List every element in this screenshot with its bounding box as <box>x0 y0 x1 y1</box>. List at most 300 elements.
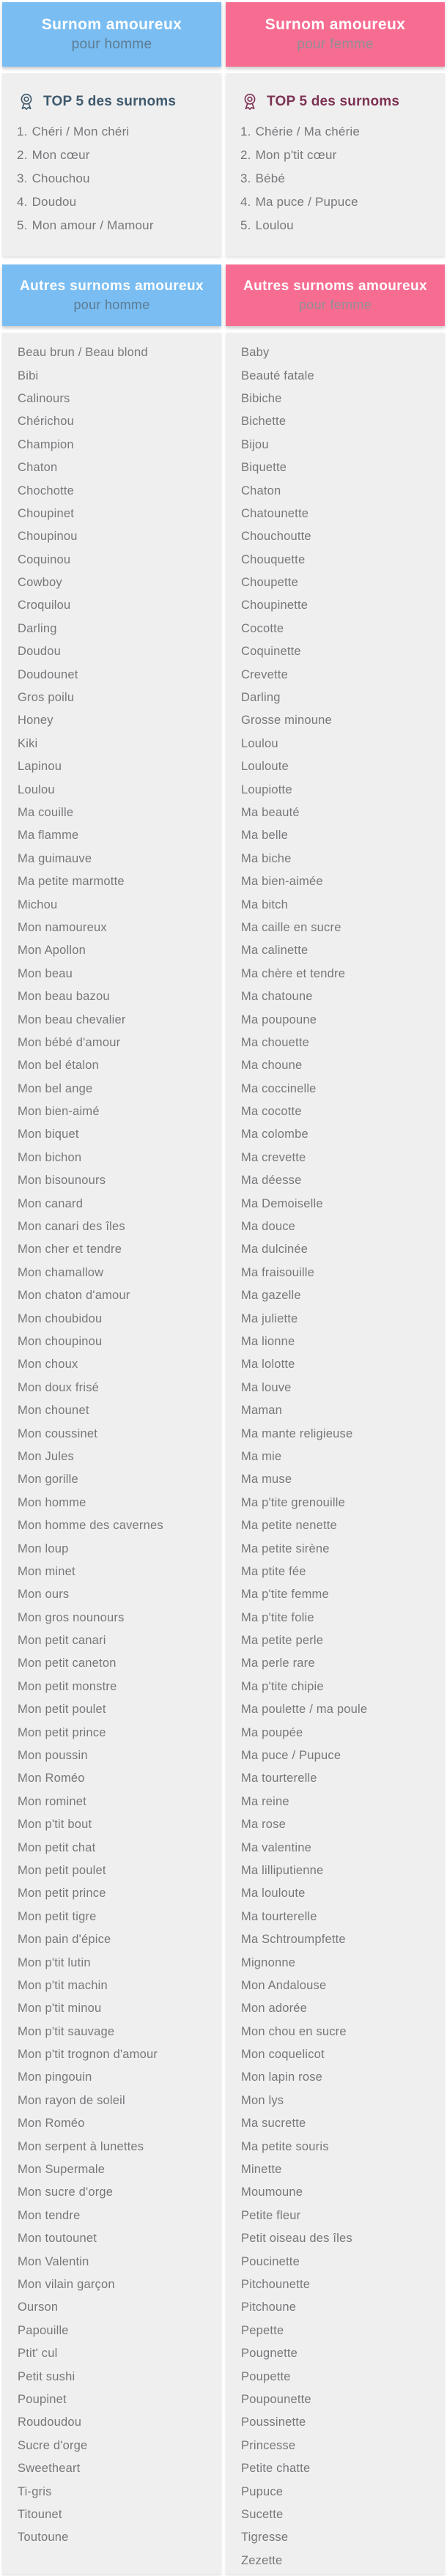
nickname-label: Loupiotte <box>241 782 292 796</box>
nickname-label: Bibi <box>18 369 39 382</box>
nickname-item <box>18 571 217 594</box>
nickname-label: Mon lapin rose <box>241 2070 323 2084</box>
nickname-label: Ourson <box>18 2301 59 2314</box>
nickname-label: Beau brun / Beau blond <box>18 346 148 360</box>
top5-item-number: 4. <box>240 195 251 209</box>
nickname-item <box>18 1721 217 1744</box>
nickname-item <box>241 2112 440 2135</box>
nickname-label: Mon sucre d'orge <box>18 2185 114 2199</box>
nickname-label: Ma chère et tendre <box>241 966 346 980</box>
nickname-item <box>18 778 217 801</box>
nickname-label: Mon vilain garçon <box>18 2278 115 2291</box>
nickname-item <box>18 802 217 824</box>
nickname-item <box>241 1652 440 1675</box>
nickname-item <box>241 410 440 433</box>
nickname-item <box>241 1054 440 1077</box>
nickname-item <box>18 2320 217 2342</box>
nickname-label: Mon minet <box>18 1564 75 1578</box>
nickname-item <box>18 2227 217 2250</box>
nickname-label: Mon gros nounours <box>18 1610 125 1624</box>
top5-item-number: 5. <box>17 218 28 232</box>
nickname-item <box>18 1215 217 1238</box>
nickname-item <box>18 1377 217 1399</box>
nickname-label: Ma mie <box>241 1449 282 1463</box>
nickname-item <box>241 2365 440 2388</box>
column-homme <box>2 2 221 2574</box>
nickname-label: Ma biche <box>241 851 292 865</box>
nickname-label: Mon petit caneton <box>18 1657 117 1670</box>
nickname-label: Ma perle rare <box>241 1657 315 1670</box>
top5-item <box>17 120 211 144</box>
nickname-label: Mon petit prince <box>18 1887 106 1900</box>
nickname-item <box>18 2435 217 2457</box>
nickname-item <box>18 2388 217 2411</box>
nickname-item <box>18 1997 217 2020</box>
nickname-item <box>241 364 440 387</box>
nicknames-list-femme <box>226 333 445 2574</box>
nickname-item <box>18 341 217 364</box>
nickname-label: Mon Valentin <box>18 2254 89 2268</box>
nickname-item <box>241 1169 440 1192</box>
nickname-item <box>18 2342 217 2365</box>
nickname-label: Louloute <box>241 760 289 774</box>
nickname-label: Mon pain d'épice <box>18 1933 111 1947</box>
nickname-item <box>18 503 217 525</box>
nickname-label: Mon Supermale <box>18 2163 106 2177</box>
nickname-label: Poucinette <box>241 2254 300 2268</box>
nickname-label: Mon petit tigre <box>18 1909 97 1923</box>
nickname-label: Mon cher et tendre <box>18 1243 122 1256</box>
nickname-item <box>241 2435 440 2457</box>
nickname-item <box>18 1561 217 1583</box>
nickname-item <box>18 2181 217 2204</box>
nickname-label: Ma petite perle <box>241 1634 324 1648</box>
header-subtitle: pour femme <box>298 297 372 312</box>
nickname-label: Petite fleur <box>241 2208 301 2222</box>
nickname-item <box>241 1928 440 1951</box>
top5-item-number: 3. <box>240 171 251 185</box>
nickname-item <box>18 1468 217 1491</box>
nickname-item <box>18 594 217 617</box>
nickname-item <box>241 1882 440 1905</box>
nickname-label: Bijou <box>241 437 269 451</box>
nickname-item <box>18 2411 217 2434</box>
nickname-item <box>18 2296 217 2319</box>
nickname-item <box>18 1446 217 1468</box>
nickname-item <box>18 2503 217 2526</box>
nickname-label: Ma petite souris <box>241 2139 329 2153</box>
top5-item-label: Mon cœur <box>32 148 90 162</box>
nickname-item <box>241 2273 440 2296</box>
top5-item-label: Loulou <box>255 218 294 232</box>
nickname-item <box>241 2181 440 2204</box>
nickname-label: Minette <box>241 2163 282 2177</box>
nickname-item <box>241 1514 440 1537</box>
nickname-label: Mon homme des cavernes <box>18 1519 163 1533</box>
nickname-item <box>18 824 217 847</box>
nickname-item <box>241 1238 440 1261</box>
nickname-label: Mon chaton d'amour <box>18 1289 130 1303</box>
nickname-label: Calinours <box>18 391 70 405</box>
nickname-item <box>241 893 440 916</box>
nickname-item <box>18 456 217 479</box>
nickname-label: Ma lionne <box>241 1334 295 1348</box>
nickname-item <box>18 2250 217 2273</box>
nickname-item <box>241 1721 440 1744</box>
nickname-item <box>18 1698 217 1721</box>
nickname-item <box>18 1147 217 1169</box>
nickname-label: Mignonne <box>241 1955 296 1969</box>
nickname-label: Mon doux frisé <box>18 1380 100 1394</box>
nickname-item <box>241 549 440 571</box>
nickname-item <box>18 2273 217 2296</box>
nickname-item <box>18 2158 217 2181</box>
header-surnom-femme <box>226 2 445 67</box>
nickname-item <box>18 709 217 732</box>
nickname-label: Ma coccinelle <box>241 1081 317 1095</box>
nickname-label: Mon Roméo <box>18 1772 85 1785</box>
nickname-item <box>241 848 440 870</box>
nickname-label: Pitchoune <box>241 2301 297 2314</box>
nickname-label: Ma rose <box>241 1818 287 1832</box>
nickname-label: Mon bisounours <box>18 1174 106 1188</box>
nickname-label: Moumoune <box>241 2185 303 2199</box>
nickname-item <box>241 1377 440 1399</box>
nickname-label: Maman <box>241 1404 283 1418</box>
header-title: Surnom amoureux <box>265 16 406 33</box>
nickname-label: Petit oiseau des îles <box>241 2232 352 2246</box>
nickname-item <box>18 1813 217 1836</box>
top5-heading-homme <box>17 92 211 111</box>
nickname-item <box>241 1100 440 1123</box>
nickname-label: Ma bitch <box>241 897 288 911</box>
top5-item-label: Chouchou <box>32 171 90 185</box>
nickname-label: Bichette <box>241 415 287 429</box>
nickname-label: Pougnette <box>241 2347 298 2361</box>
nickname-item <box>241 985 440 1008</box>
nickname-label: Ma p'tite femme <box>241 1588 329 1602</box>
nickname-item <box>241 1583 440 1606</box>
nickname-label: Ma poupoune <box>241 1013 317 1026</box>
top5-item <box>240 190 435 214</box>
nickname-label: Bibiche <box>241 391 282 405</box>
top5-panel-homme <box>2 73 221 256</box>
top5-item-label: Ma puce / Pupuce <box>255 195 358 209</box>
nickname-label: Ptit' cul <box>18 2347 58 2361</box>
nickname-item <box>241 1147 440 1169</box>
nickname-label: Ma p'tite chipie <box>241 1679 324 1693</box>
nickname-label: Crevette <box>241 667 288 681</box>
nickname-item <box>241 1791 440 1813</box>
nickname-item <box>18 1629 217 1652</box>
nickname-label: Mon rominet <box>18 1794 86 1808</box>
nickname-label: Lapinou <box>18 760 62 774</box>
nickname-label: Princesse <box>241 2438 296 2452</box>
top5-item <box>240 214 435 237</box>
top5-item <box>17 144 211 167</box>
header-subtitle: pour femme <box>297 37 374 52</box>
nickname-item <box>241 663 440 686</box>
nickname-label: Mon coquelicot <box>241 2048 325 2062</box>
nickname-label: Mon p'tit minou <box>18 2002 102 2016</box>
nickname-label: Mon Apollon <box>18 944 86 958</box>
nickname-label: Beauté fatale <box>241 369 314 382</box>
nickname-label: Ma cocotte <box>241 1105 302 1119</box>
nickname-item <box>18 1330 217 1353</box>
header-surnom-homme <box>2 2 221 67</box>
nickname-label: Mon gorille <box>18 1473 78 1487</box>
nickname-label: Ma petite marmotte <box>18 875 125 889</box>
nickname-label: Ma chatoune <box>241 990 313 1004</box>
nickname-item <box>18 2112 217 2135</box>
nickname-label: Ma guimauve <box>18 851 92 865</box>
nickname-item <box>241 778 440 801</box>
nickname-label: Mon tendre <box>18 2208 81 2222</box>
nickname-label: Ma colombe <box>241 1128 309 1141</box>
nickname-label: Ma puce / Pupuce <box>241 1749 341 1763</box>
nickname-item <box>241 1561 440 1583</box>
top5-item-label: Chérie / Ma chérie <box>255 125 361 138</box>
nickname-label: Honey <box>18 714 53 728</box>
nickname-label: Mon petit poulet <box>18 1863 106 1877</box>
nickname-item <box>18 2135 217 2158</box>
nickname-label: Poupinet <box>18 2392 67 2406</box>
nickname-label: Mon bel ange <box>18 1081 93 1095</box>
nickname-label: Ma ptite fée <box>241 1564 306 1578</box>
nickname-label: Ma bien-aimée <box>241 875 323 889</box>
nickname-label: Ma couille <box>18 806 74 819</box>
nickname-label: Mon beau chevalier <box>18 1013 126 1026</box>
nickname-item <box>18 939 217 962</box>
nickname-item <box>18 1078 217 1100</box>
nickname-item <box>241 341 440 364</box>
nickname-item <box>18 870 217 893</box>
nickname-label: Pepette <box>241 2323 284 2337</box>
nickname-item <box>18 848 217 870</box>
nickname-item <box>18 1492 217 1514</box>
nickname-item <box>241 1262 440 1284</box>
nickname-item <box>18 1238 217 1261</box>
nickname-item <box>18 1399 217 1422</box>
nickname-item <box>18 663 217 686</box>
nickname-label: Kiki <box>18 736 38 750</box>
nickname-item <box>241 1698 440 1721</box>
nickname-item <box>241 1330 440 1353</box>
nickname-item <box>18 2480 217 2503</box>
nickname-label: Coquinette <box>241 645 301 659</box>
nickname-item <box>18 1859 217 1882</box>
nickname-item <box>18 1514 217 1537</box>
nickname-item <box>241 2480 440 2503</box>
nickname-item <box>241 1997 440 2020</box>
nickname-label: Mon petit poulet <box>18 1703 106 1717</box>
nickname-item <box>241 2021 440 2043</box>
nickname-item <box>18 1606 217 1629</box>
nickname-label: Ma déesse <box>241 1174 302 1188</box>
nickname-label: Mon namoureux <box>18 920 107 934</box>
nickname-label: Ma tourterelle <box>241 1909 317 1923</box>
nickname-item <box>18 479 217 502</box>
nickname-item <box>18 1951 217 1974</box>
nickname-item <box>241 2090 440 2112</box>
nickname-item <box>241 2388 440 2411</box>
nickname-item <box>18 1100 217 1123</box>
top5-item-number: 3. <box>17 171 28 185</box>
nickname-label: Mon pingouin <box>18 2070 92 2084</box>
nickname-item <box>241 802 440 824</box>
nickname-item <box>241 963 440 985</box>
nickname-label: Mon p'tit lutin <box>18 1955 91 1969</box>
nickname-item <box>241 1353 440 1376</box>
nickname-label: Ma p'tite folie <box>241 1610 314 1624</box>
nickname-item <box>241 1008 440 1031</box>
top5-item <box>240 167 435 190</box>
nickname-item <box>241 1492 440 1514</box>
nickname-label: Mon homme <box>18 1495 86 1509</box>
nickname-label: Ma juliette <box>241 1311 298 1325</box>
nicknames-list-homme <box>2 333 221 2574</box>
nickname-label: Sucre d'orge <box>18 2438 88 2452</box>
nickname-item <box>241 1606 440 1629</box>
nickname-label: Mon biquet <box>18 1128 79 1141</box>
nickname-item <box>18 1537 217 1560</box>
nickname-label: Chatounette <box>241 506 309 520</box>
nickname-label: Ma reine <box>241 1794 289 1808</box>
nickname-item <box>18 1836 217 1859</box>
nickname-label: Papouille <box>18 2323 69 2337</box>
nickname-item <box>241 1399 440 1422</box>
nickname-item <box>241 525 440 548</box>
nickname-item <box>241 1836 440 1859</box>
nickname-item <box>18 525 217 548</box>
medal-icon <box>240 92 259 111</box>
top5-item-label: Chéri / Mon chéri <box>32 125 130 138</box>
nickname-item <box>18 1422 217 1445</box>
nickname-label: Mon serpent à lunettes <box>18 2139 144 2153</box>
nickname-item <box>241 2205 440 2227</box>
nickname-label: Ma chouette <box>241 1035 310 1049</box>
nickname-label: Choupinet <box>18 506 75 520</box>
header-autres-homme <box>2 264 221 326</box>
top5-item-number: 2. <box>240 148 251 162</box>
nickname-item <box>241 479 440 502</box>
nickname-item <box>18 2365 217 2388</box>
nickname-label: Chochotte <box>18 484 75 497</box>
top5-item <box>240 144 435 167</box>
nickname-label: Titounet <box>18 2507 62 2521</box>
nickname-item <box>241 1767 440 1790</box>
nickname-label: Chaton <box>18 461 58 475</box>
header-autres-femme <box>226 264 445 326</box>
nickname-item <box>18 549 217 571</box>
nickname-label: Sweetheart <box>18 2462 81 2476</box>
nickname-label: Mon Andalouse <box>241 1978 327 1992</box>
header-title: Autres surnoms amoureux <box>243 278 427 294</box>
nickname-item <box>241 1215 440 1238</box>
nickname-label: Toutoune <box>18 2531 69 2544</box>
nickname-item <box>18 364 217 387</box>
nickname-item <box>241 503 440 525</box>
nickname-item <box>18 1928 217 1951</box>
nickname-label: Cowboy <box>18 576 62 590</box>
nickname-label: Champion <box>18 437 74 451</box>
nickname-label: Ma mante religieuse <box>241 1426 353 1440</box>
top5-list-homme <box>17 120 211 237</box>
nickname-label: Mon beau <box>18 966 73 980</box>
medal-icon <box>17 92 36 111</box>
nickname-item <box>18 1974 217 1997</box>
nickname-label: Ma choune <box>241 1059 303 1073</box>
top5-item-number: 4. <box>17 195 28 209</box>
nickname-label: Petite chatte <box>241 2462 311 2476</box>
nickname-label: Ma flamme <box>18 829 79 843</box>
nickname-item <box>241 2526 440 2549</box>
nickname-label: Poupounette <box>241 2392 311 2406</box>
nickname-label: Darling <box>241 691 281 705</box>
nickname-label: Mon chou en sucre <box>241 2024 347 2038</box>
nickname-label: Chérichou <box>18 415 75 429</box>
nickname-item <box>18 2066 217 2089</box>
nickname-item <box>241 733 440 755</box>
nickname-label: Michou <box>18 897 58 911</box>
nickname-label: Croquilou <box>18 599 71 612</box>
nickname-item <box>18 1906 217 1928</box>
nickname-item <box>18 640 217 663</box>
nickname-label: Mon p'tit trognon d'amour <box>18 2048 158 2062</box>
nickname-item <box>18 434 217 456</box>
nickname-item <box>241 2503 440 2526</box>
nickname-item <box>241 1629 440 1652</box>
nickname-item <box>18 1791 217 1813</box>
top5-item-number: 1. <box>240 125 251 138</box>
nickname-label: Baby <box>241 346 270 360</box>
nickname-item <box>18 1676 217 1698</box>
nickname-label: Loulou <box>18 782 55 796</box>
nickname-item <box>241 2227 440 2250</box>
top5-item-label: Bébé <box>255 171 286 185</box>
nickname-item <box>18 2021 217 2043</box>
nickname-item <box>241 2250 440 2273</box>
top5-item-label: Mon amour / Mamour <box>32 218 154 232</box>
nickname-item <box>18 618 217 640</box>
nickname-label: Ti-gris <box>18 2484 52 2498</box>
nickname-label: Ma Schtroumpfette <box>241 1933 346 1947</box>
nickname-label: Mon p'tit sauvage <box>18 2024 115 2038</box>
nickname-item <box>241 1859 440 1882</box>
nickname-label: Mon bébé d'amour <box>18 1035 121 1049</box>
nickname-item <box>18 1652 217 1675</box>
nickname-label: Petit sushi <box>18 2369 75 2383</box>
nickname-label: Ma belle <box>241 829 288 843</box>
nickname-label: Ma lolotte <box>241 1358 295 1372</box>
nickname-label: Ma petite nenette <box>241 1519 337 1533</box>
nickname-item <box>241 1032 440 1054</box>
top5-item-number: 1. <box>17 125 28 138</box>
nickname-label: Ma sucrette <box>241 2117 306 2131</box>
nickname-label: Poussinette <box>241 2416 306 2429</box>
top5-heading-femme <box>240 92 435 111</box>
nickname-item <box>18 1008 217 1031</box>
top5-item <box>240 120 435 144</box>
nickname-item <box>241 434 440 456</box>
nickname-item <box>18 917 217 939</box>
nickname-item <box>241 1537 440 1560</box>
nickname-label: Ma valentine <box>241 1840 311 1854</box>
nickname-label: Ma louloute <box>241 1887 306 1900</box>
nickname-label: Pupuce <box>241 2484 284 2498</box>
nickname-label: Ma fraisouille <box>241 1265 315 1279</box>
nickname-label: Choupinette <box>241 599 309 612</box>
